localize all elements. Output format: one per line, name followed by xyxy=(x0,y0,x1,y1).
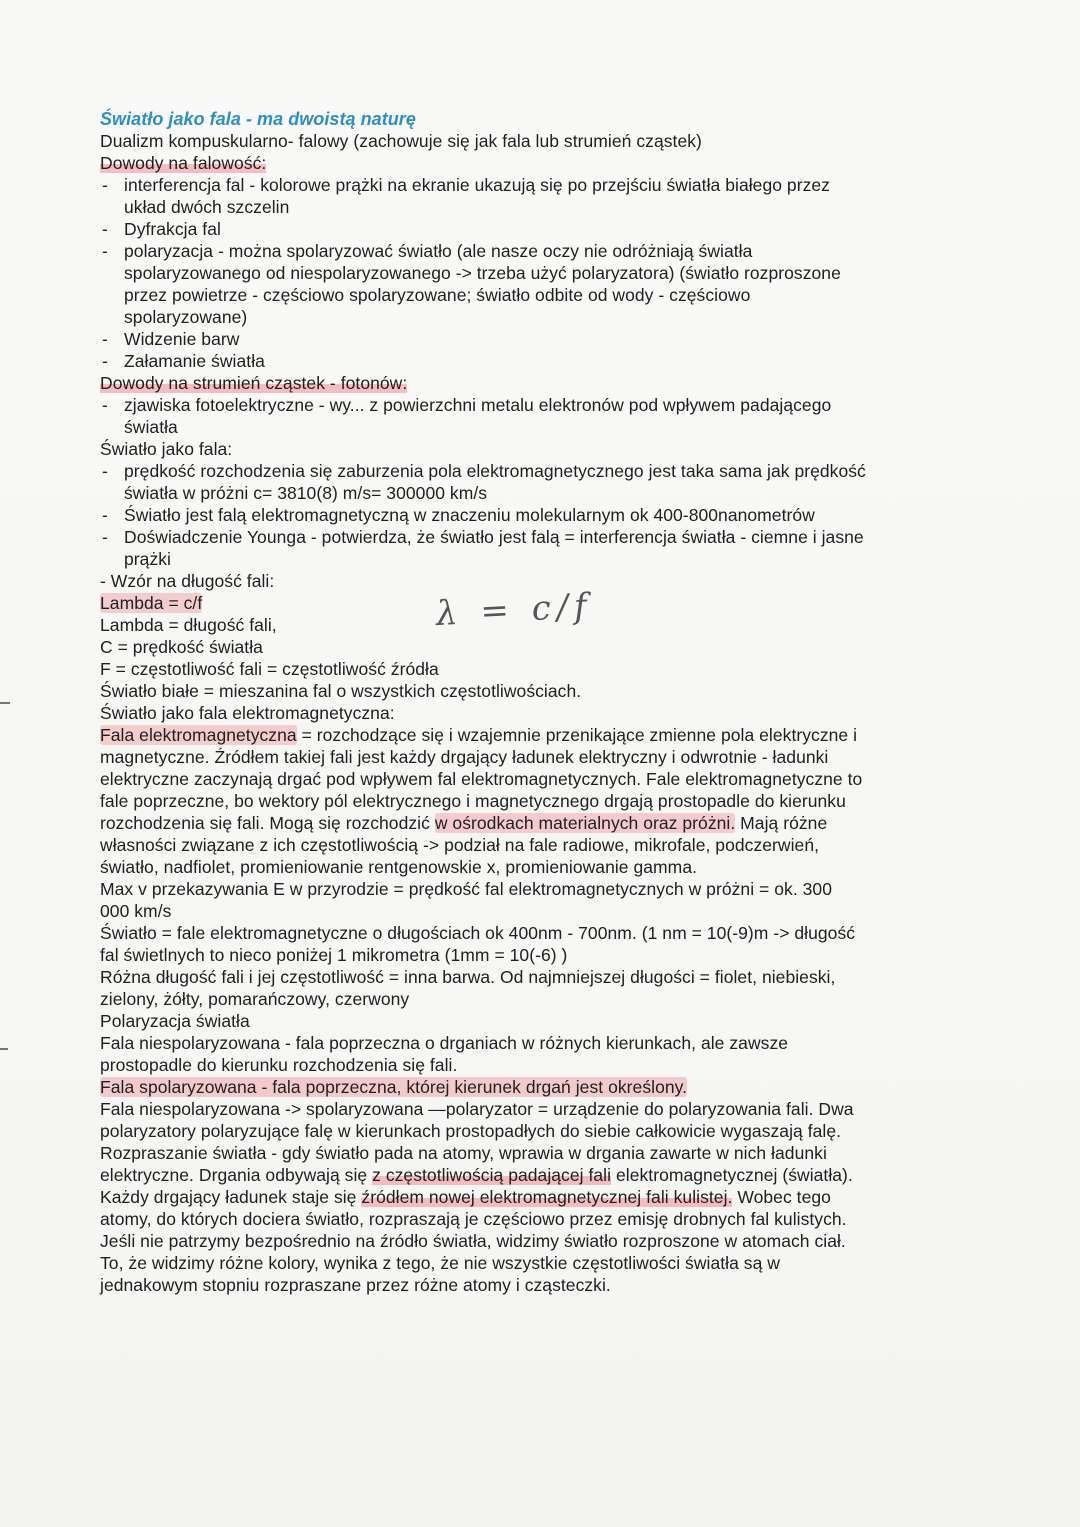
text-span: Wobec tego xyxy=(732,1187,831,1207)
text-line xyxy=(100,1076,980,1098)
section-heading: Polaryzacja światła xyxy=(100,1011,250,1031)
highlighted-text: Dowody na strumień cząstek - fotonów: xyxy=(100,373,408,393)
text-line xyxy=(100,812,980,834)
text-line: - Wzór na długość fali: xyxy=(100,571,275,591)
text-line xyxy=(100,724,980,746)
text-line xyxy=(100,1164,980,1186)
text-line: atomy, do których dociera światło, rozpraszają je częściowo przez emisję drobnych fal kulistych. xyxy=(100,1209,847,1229)
text-line: przez powietrze - częściowo spolaryzowane; światło odbite od wody - częściowo xyxy=(124,285,751,305)
bullet-text: Doświadczenie Younga - potwierdza, że światło jest falą = interferencja światła - ciemne i jasne xyxy=(124,527,864,547)
highlighted-text: Lambda = c/f xyxy=(100,593,203,613)
bullet-text: Załamanie światła xyxy=(124,351,265,371)
bullet-text: Światło jest falą elektromagnetyczną w znaczeniu molekularnym ok 400-800nanometrów xyxy=(124,505,815,525)
handwritten-formula: λ = c/f xyxy=(435,585,594,635)
margin-mark xyxy=(0,1048,8,1050)
text-line: układ dwóch szczelin xyxy=(124,197,290,217)
text-span: elektromagnetycznej (światła). xyxy=(611,1165,853,1185)
text-line: C = prędkość światła xyxy=(100,637,263,657)
section-heading xyxy=(100,372,980,394)
text-line: fale poprzeczne, bo wektory pól elektrycznego i magnetycznego drgają prostopadle do kierunku xyxy=(100,791,846,811)
text-line: magnetyczne. Źródłem takiej fali jest każdy drgający ładunek elektryczny i odwrotnie - ładunki xyxy=(100,747,829,767)
bullet-item: - Doświadczenie Younga - potwierdza, że światło jest falą = interferencja światła - ciemne i jasne xyxy=(102,527,864,547)
text-line: zielony, żółty, pomarańczowy, czerwony xyxy=(100,989,410,1009)
bullet-text: polaryzacja - można spolaryzować światło (ale nasze oczy nie odróżniają światła xyxy=(124,241,753,261)
text-span: = rozchodzące się i wzajemnie przenikające zmienne pola elektryczne i xyxy=(296,725,858,745)
bullet-text: zjawiska fotoelektryczne - wy... z powierzchni metalu elektronów pod wpływem padającego xyxy=(124,395,832,415)
section-heading xyxy=(100,152,980,174)
text-line: Różna długość fali i jej częstotliwość = inna barwa. Od najmniejszej długości = fiolet, niebieski, xyxy=(100,967,836,987)
text-line: światła xyxy=(124,417,178,437)
text-line: spolaryzowane) xyxy=(124,307,248,327)
text-line: Jeśli nie patrzymy bezpośrednio na źródło światła, widzimy światło rozproszone w atomach ciał. xyxy=(100,1231,846,1251)
text-line: prostopadle do kierunku rozchodzenia się fali. xyxy=(100,1055,458,1075)
bullet-item: - Widzenie barw xyxy=(102,329,240,349)
bullet-item: - prędkość rozchodzenia się zaburzenia pola elektromagnetycznego jest taka sama jak prędkość xyxy=(102,461,866,481)
text-line: Światło białe = mieszanina fal o wszystkich częstotliwościach. xyxy=(100,681,582,701)
text-line: Rozpraszanie światła - gdy światło pada na atomy, wprawia w drgania zawarte w nich ładunki xyxy=(100,1143,827,1163)
text-line: Fala niespolaryzowana - fala poprzeczna o drganiach w różnych kierunkach, ale zawsze xyxy=(100,1033,789,1053)
highlighted-text: źródłem nowej elektromagnetycznej fali kulistej. xyxy=(361,1187,733,1207)
text-line: prążki xyxy=(124,549,171,569)
text-span: Każdy drgający ładunek staje się xyxy=(100,1187,362,1207)
text-line: jednakowym stopniu rozpraszane przez różne atomy i cząsteczki. xyxy=(100,1275,611,1295)
text-line: elektryczne zaczynają drgać pod wpływem fal elektromagnetycznych. Fale elektromagnetyczne to xyxy=(100,769,863,789)
page-title: Światło jako fala - ma dwoistą naturę xyxy=(100,109,416,129)
bullet-text: Widzenie barw xyxy=(124,329,240,349)
text-line: własności związane z ich częstotliwością -> podział na fale radiowe, mikrofale, podczerwień, xyxy=(100,835,820,855)
text-line: Światło = fale elektromagnetyczne o długościach ok 400nm - 700nm. (1 nm = 10(-9)m -> długość xyxy=(100,923,856,943)
text-line: F = częstotliwość fali = częstotliwość źródła xyxy=(100,659,439,679)
text-line: polaryzatory polaryzujące falę w kierunkach prostopadłych do siebie całkowicie wygaszają falę. xyxy=(100,1121,842,1141)
text-line: 000 km/s xyxy=(100,901,172,921)
bullet-item: - interferencja fal - kolorowe prążki na ekranie ukazują się po przejściu światła białego przez xyxy=(102,175,830,195)
margin-mark xyxy=(0,702,10,704)
text-line: fal świetlnych to nieco poniżej 1 mikrometra (1mm = 10(-6) ) xyxy=(100,945,568,965)
text-line: światło, nadfiolet, promieniowanie rentgenowskie x, promieniowanie gamma. xyxy=(100,857,698,877)
highlighted-text: Fala spolaryzowana - fala poprzeczna, której kierunek drgań jest określony. xyxy=(100,1077,688,1097)
text-line: Lambda = długość fali, xyxy=(100,615,277,635)
bullet-text: Dyfrakcja fal xyxy=(124,219,221,239)
text-line: To, że widzimy różne kolory, wynika z tego, że nie wszystkie częstotliwości światła są w xyxy=(100,1253,780,1273)
text-line xyxy=(100,1186,980,1208)
bullet-item: - polaryzacja - można spolaryzować światło (ale nasze oczy nie odróżniają światła xyxy=(102,241,753,261)
bullet-item: - Światło jest falą elektromagnetyczną w znaczeniu molekularnym ok 400-800nanometrów xyxy=(102,505,815,525)
text-span: Mają różne xyxy=(735,813,828,833)
bullet-text: prędkość rozchodzenia się zaburzenia pola elektromagnetycznego jest taka sama jak prędkość xyxy=(124,461,866,481)
text-line: Max v przekazywania E w przyrodzie = prędkość fal elektromagnetycznych w próżni = ok. 300 xyxy=(100,879,832,899)
text-line: Fala niespolaryzowana -> spolaryzowana —polaryzator = urządzenie do polaryzowania fali. Dwa xyxy=(100,1099,854,1119)
text-line: spolaryzowanego od niespolaryzowanego -> trzeba użyć polaryzatora) (światło rozproszone xyxy=(124,263,841,283)
bullet-item: - Dyfrakcja fal xyxy=(102,219,221,239)
text-line: Dualizm kompuskularno- falowy (zachowuje się jak fala lub strumień cząstek) xyxy=(100,131,702,151)
highlighted-text: w ośrodkach materialnych oraz próżni. xyxy=(434,813,736,833)
text-line: światła w próżni c= 3810(8) m/s= 300000 km/s xyxy=(124,483,488,503)
text-span: elektryczne. Drgania odbywają się xyxy=(100,1165,373,1185)
bullet-item: - zjawiska fotoelektryczne - wy... z powierzchni metalu elektronów pod wpływem padającego xyxy=(102,395,832,415)
section-heading: Światło jako fala: xyxy=(100,439,233,459)
bullet-item: - Załamanie światła xyxy=(102,351,265,371)
notes-body xyxy=(100,108,980,1296)
highlighted-text: z częstotliwością padającej fali xyxy=(372,1165,612,1185)
highlighted-text: Dowody na falowość: xyxy=(100,153,267,173)
highlighted-text: Fala elektromagnetyczna xyxy=(100,725,297,745)
text-span: rozchodzenia się fali. Mogą się rozchodzić xyxy=(100,813,435,833)
section-heading: Światło jako fala elektromagnetyczna: xyxy=(100,703,395,723)
bullet-text: interferencja fal - kolorowe prążki na ekranie ukazują się po przejściu światła białego przez xyxy=(124,175,830,195)
